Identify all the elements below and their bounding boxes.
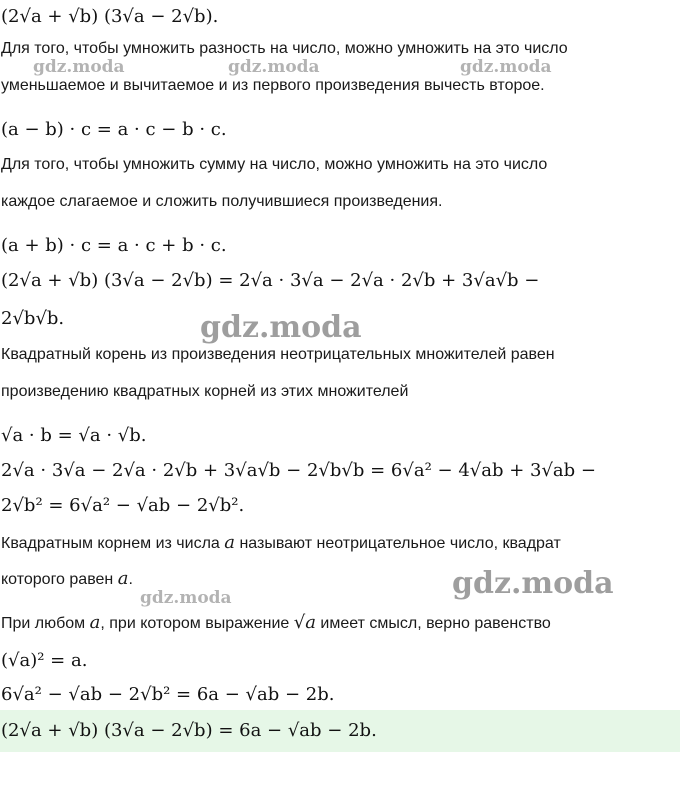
definition-line1 xyxy=(1,533,561,554)
property-line-start: При любом xyxy=(1,615,90,632)
final-answer: (2√a + √b) (3√a − 2√b) = 6a − √ab − 2b. xyxy=(1,720,377,741)
property-line-middle: , при котором выражение xyxy=(100,615,294,632)
final-simplification: 6√a² − √ab − 2√b² = 6a − √ab − 2b. xyxy=(1,684,335,705)
watermark-text: gdz.moda xyxy=(452,566,614,601)
simplification-line2: 2√b² = 6√a² − √ab − 2√b². xyxy=(1,495,245,516)
expansion-line1: (2√a + √b) (3√a − 2√b) = 2√a · 3√a − 2√a · 2√b + 3√a√b − xyxy=(1,270,540,291)
variable-a: a xyxy=(224,532,235,553)
definition-line2-end: . xyxy=(128,571,133,588)
expansion-line2: 2√b√b. xyxy=(1,308,65,329)
property-line-end: имеет смысл, верно равенство xyxy=(315,615,551,632)
expression-header: (2√a + √b) (3√a − 2√b). xyxy=(1,6,219,27)
variable-a: a xyxy=(117,568,129,589)
root-a-expression: √a xyxy=(293,612,316,633)
watermark-text: gdz.moda xyxy=(33,57,125,77)
watermark-text: gdz.moda xyxy=(228,57,320,77)
formula-square-root-squared: (√a)² = a. xyxy=(1,650,88,671)
watermark-text: gdz.moda xyxy=(200,310,362,345)
formula-root-product: √a · b = √a · √b. xyxy=(1,425,147,446)
rule-sum-line1: Для того, чтобы умножить сумму на число, можно умножить на это число xyxy=(1,156,548,173)
variable-a: a xyxy=(89,612,101,633)
rule-sum-line2: каждое слагаемое и сложить получившиеся произведения. xyxy=(1,193,443,210)
rule-root-product-line2: произведению квадратных корней из этих множителей xyxy=(1,383,409,400)
rule-difference-line1: Для того, чтобы умножить разность на число, можно умножить на это число xyxy=(1,40,568,57)
watermark-text: gdz.moda xyxy=(460,57,552,77)
watermark-text: gdz.moda xyxy=(140,588,232,608)
definition-line1-start: Квадратным корнем из числа xyxy=(1,535,225,552)
simplification-line1: 2√a · 3√a − 2√a · 2√b + 3√a√b − 2√b√b = 6√a² − 4√ab + 3√ab − xyxy=(1,460,596,481)
definition-line2-start: которого равен xyxy=(1,571,118,588)
rule-difference-line2: уменьшаемое и вычитаемое и из первого произведения вычесть второе. xyxy=(1,77,545,94)
formula-sum: (a + b) · c = a · c + b · c. xyxy=(1,235,227,256)
formula-difference: (a − b) · c = a · c − b · c. xyxy=(1,119,227,140)
rule-root-product-line1: Квадратный корень из произведения неотрицательных множителей равен xyxy=(1,346,555,363)
definition-line2 xyxy=(1,569,133,590)
property-line xyxy=(1,613,551,634)
definition-line1-end: называют неотрицательное число, квадрат xyxy=(235,535,561,552)
